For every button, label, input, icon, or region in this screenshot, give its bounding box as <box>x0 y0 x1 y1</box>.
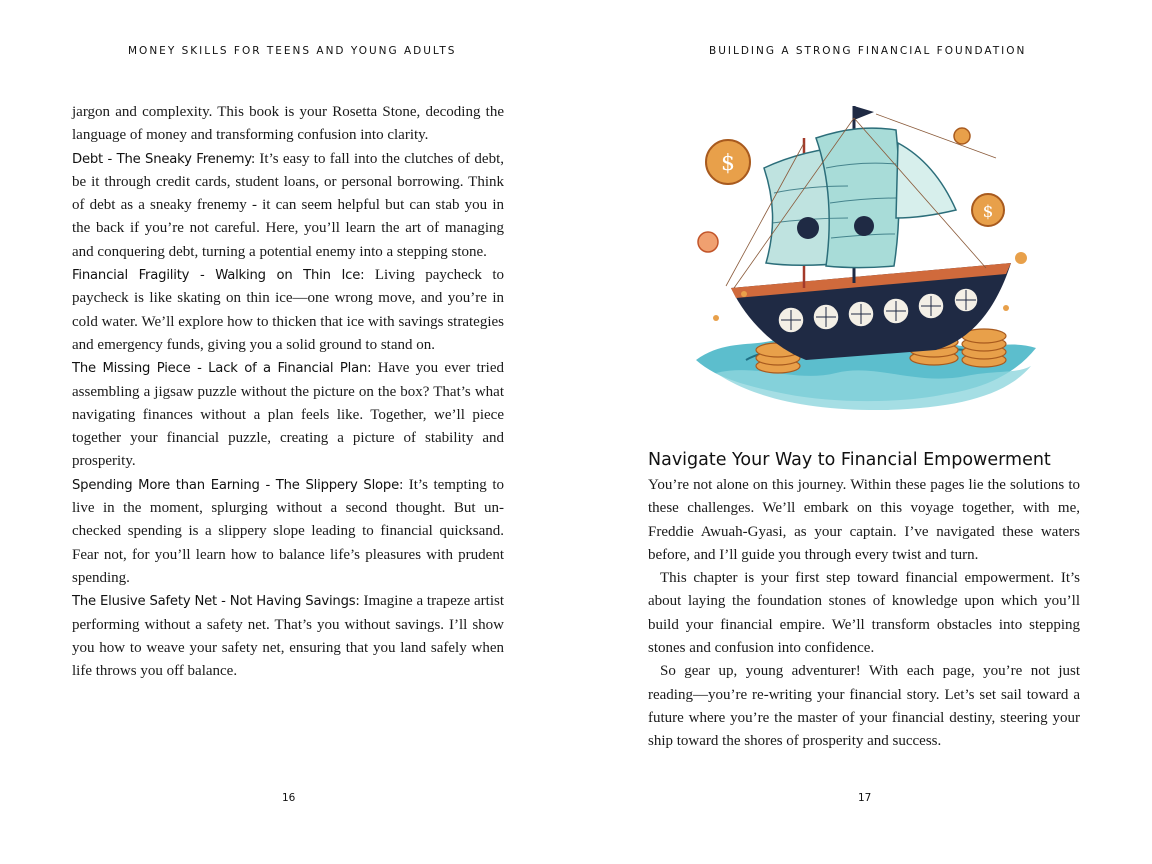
ship-with-coins-icon <box>686 98 1046 418</box>
left-body-text <box>72 101 504 683</box>
page-number: 17 <box>858 792 872 804</box>
section-text: Imagine a trapeze artist performing without a safety net. That’s you without savings. I’ll show you how to weave your safety net, ensuring that you land safely when life throws you off balance. <box>72 593 505 680</box>
running-head: MONEY SKILLS FOR TEENS AND YOUNG ADULTS <box>128 45 457 57</box>
svg-text:$: $ <box>721 151 735 176</box>
section-heading: The Elusive Safety Net - Not Having Savings: <box>72 594 360 610</box>
coin-icon <box>706 140 750 184</box>
section-heading: Financial Fragility - Walking on Thin Ice: <box>72 268 365 284</box>
section-title: Navigate Your Way to Financial Empowerment <box>648 450 1051 470</box>
intro-paragraph: jargon and complexity. This book is your Rosetta Stone, decoding the language of money and transforming confusion into clarity. <box>72 104 504 144</box>
section-fragility <box>72 264 504 357</box>
coin-icon <box>972 194 1004 226</box>
right-body-text <box>648 474 1080 754</box>
section-missing-piece <box>72 357 504 473</box>
section-spending <box>72 474 504 590</box>
paragraph: So gear up, young adventurer! With each page, you’re not just reading—you’re re-writing your financial story. Let’s set sail toward a future where you’re the master of your financial destiny, steering your ship toward the shores of prosperity and success. <box>648 663 1080 750</box>
paragraph: You’re not alone on this journey. Within these pages lie the solutions to these challenges. We’ll embark on this voyage together, with me, Freddie Awuah-Gyasi, as your captain. I’ve navigated these waters before, and I’ll guide you through every twist and turn. <box>648 477 1080 563</box>
section-text: It’s tempting to live in the moment, splurging without a second thought. But un-checked spending is a slippery slope leading to financial quicksand. Fear not, for you’ll learn how to balance life’s pleasures with prudent spending. <box>72 476 504 586</box>
right-page <box>576 0 1152 864</box>
section-text: Living paycheck to paycheck is like skating on thin ice—one wrong move, and you’re in cold water. We’ll explore how to thicken that ice with savings strategies and emergency funds, giving you a solid ground to stand on. <box>72 267 504 353</box>
section-text: It’s easy to fall into the clutches of debt, be it through credit cards, student loans, or personal borrowing. Think of debt as a sneaky frenemy - it can seem helpful but can stab you in the back if you’re not careful. Here, you’ll learn the art of managing and conquering debt, turning a potential enemy into a stepping stone. <box>72 150 504 260</box>
section-heading: Spending More than Earning - The Slippery Slope: <box>72 477 404 493</box>
running-head: BUILDING A STRONG FINANCIAL FOUNDATION <box>709 45 1027 57</box>
section-heading: Debt - The Sneaky Frenemy: <box>72 151 256 167</box>
page-number: 16 <box>282 792 296 804</box>
section-safety-net <box>72 590 504 683</box>
paragraph: This chapter is your first step toward financial empowerment. It’s about laying the foundation stones of knowledge upon which you’ll build your financial empire. We’ll transform obstacles into stepping stones and confusion into confidence. <box>648 570 1080 657</box>
section-text: Have you ever tried assembling a jigsaw puzzle without the picture on the box? That’s what navigating finances without a plan feels like. Together, we’ll piece together your financial puzzle, creating a picture of stability and prosperity. <box>72 360 504 470</box>
section-heading: The Missing Piece - Lack of a Financial Plan: <box>72 361 372 377</box>
section-debt <box>72 148 504 264</box>
svg-text:$: $ <box>982 202 994 222</box>
